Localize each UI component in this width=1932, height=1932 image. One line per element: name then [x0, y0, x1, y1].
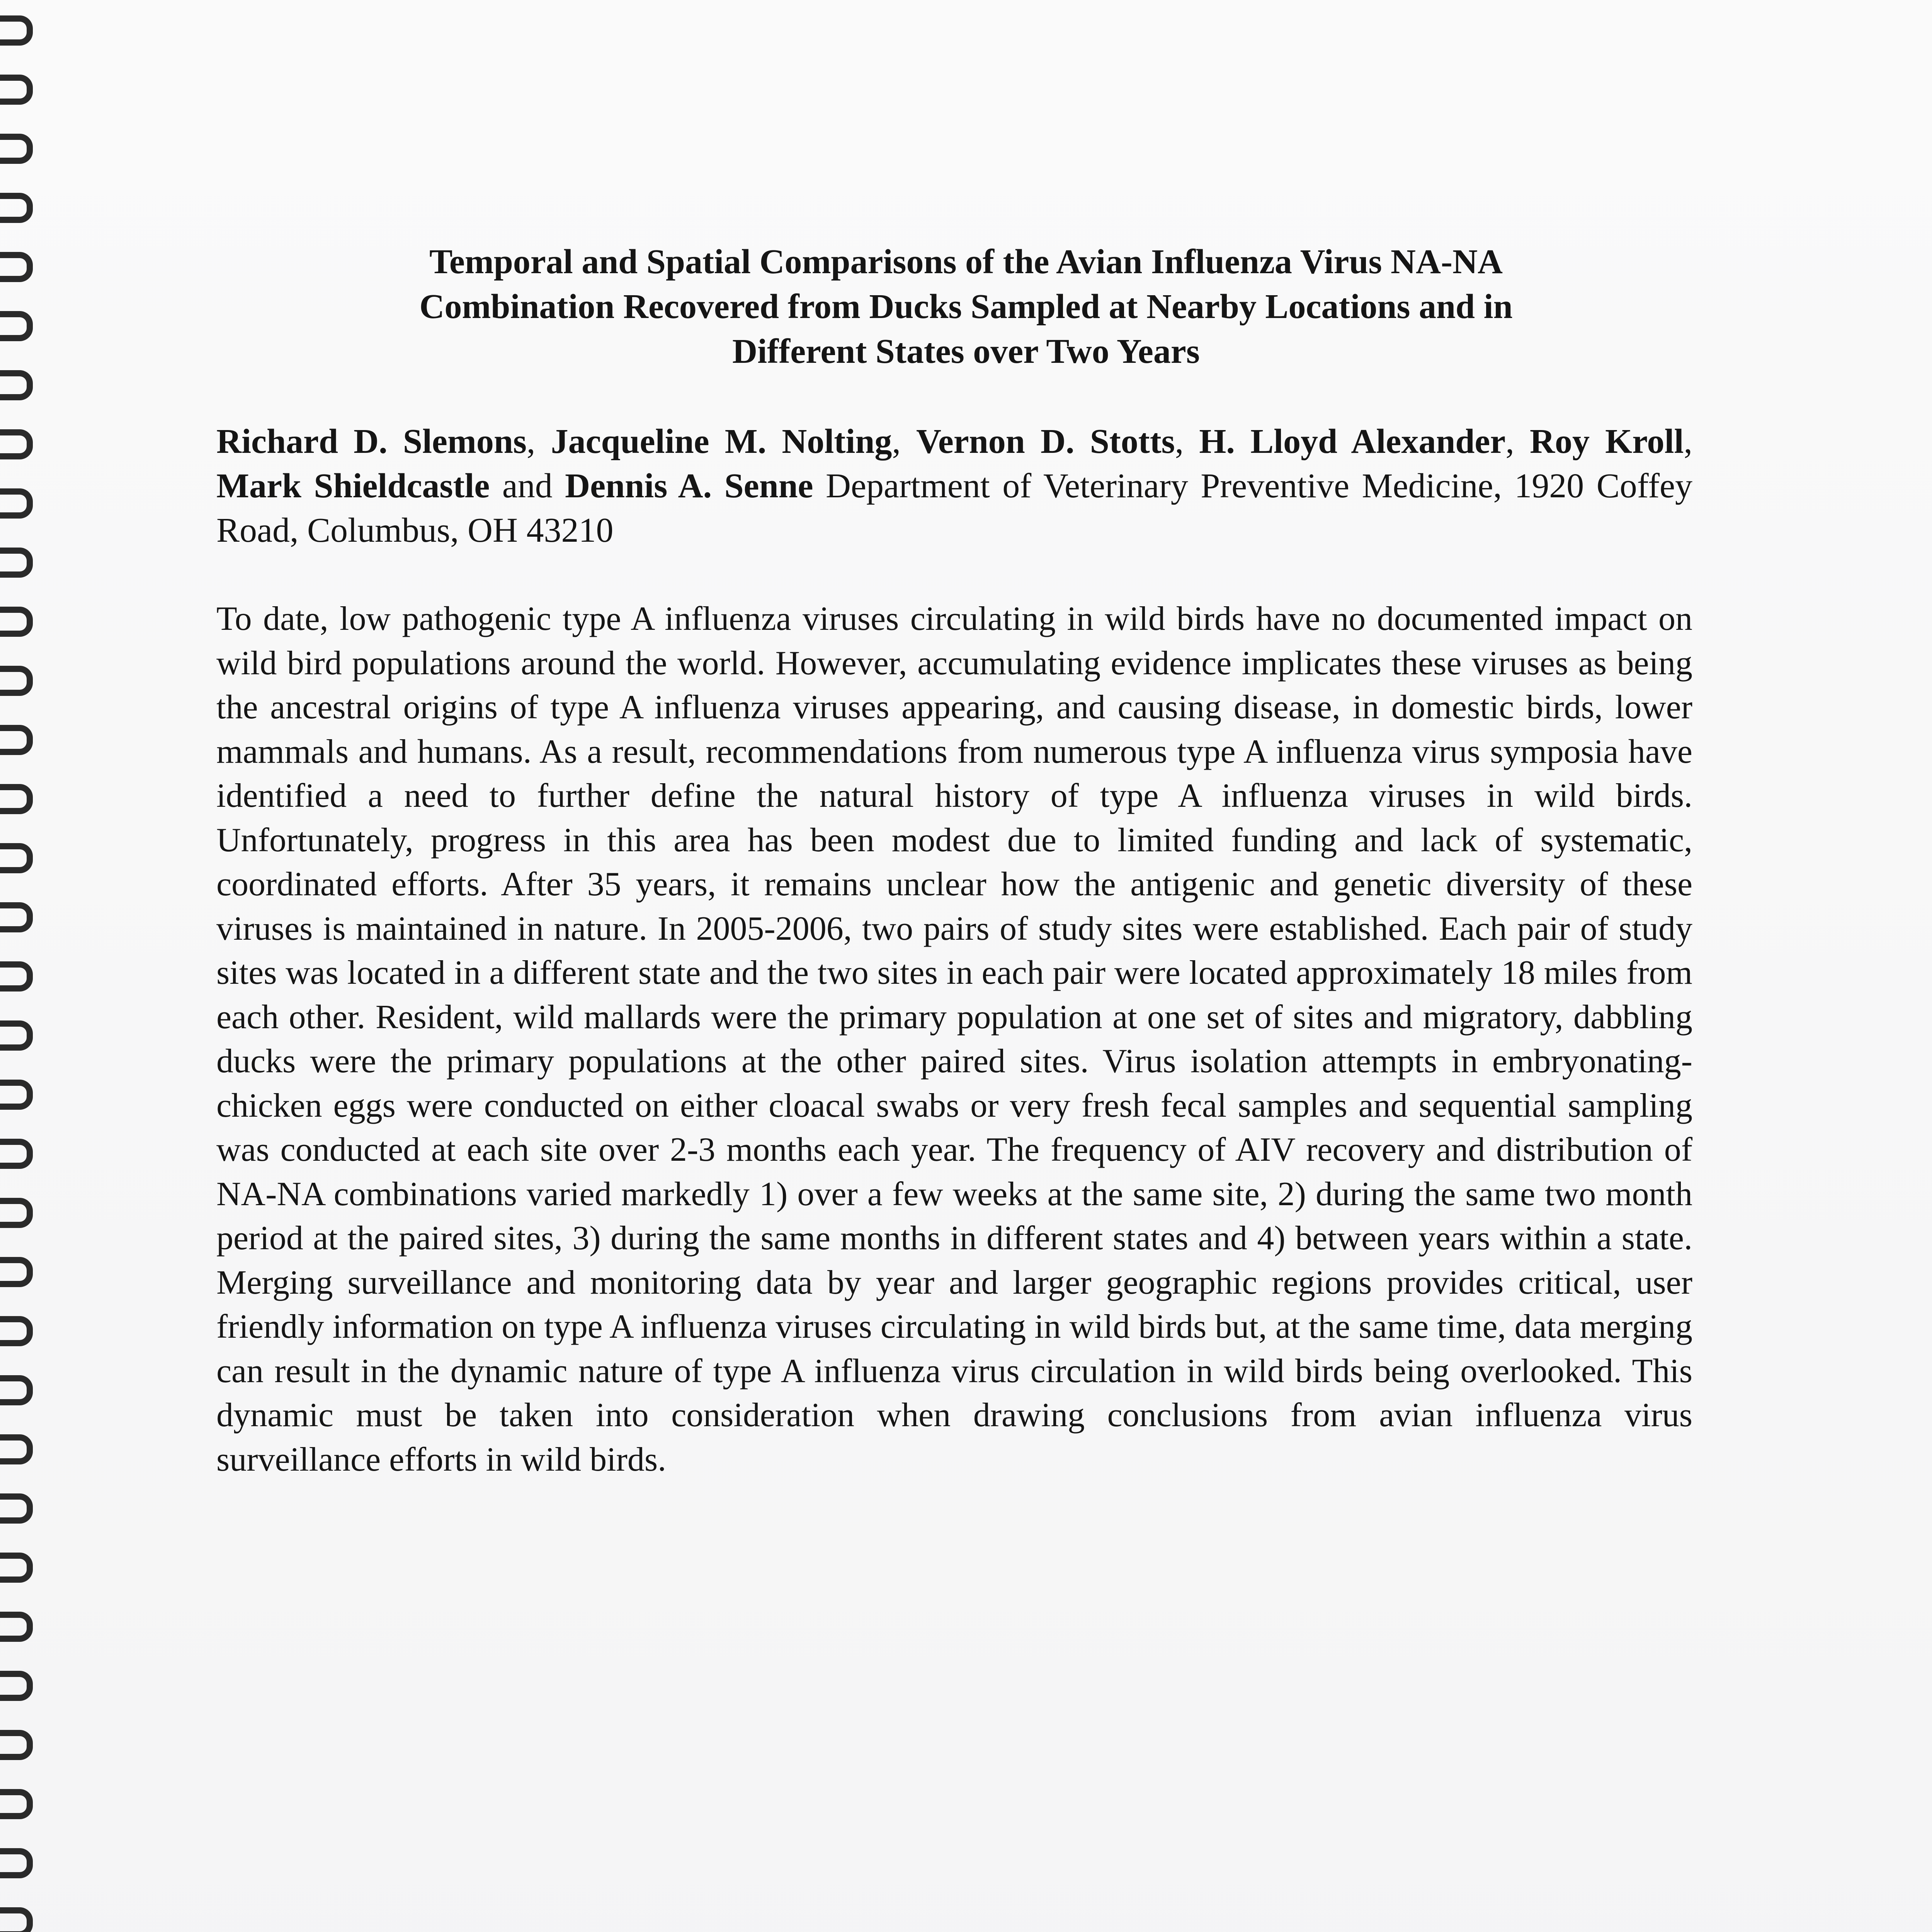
author-separator: , [892, 422, 917, 461]
binding-ring [0, 725, 33, 755]
binding-ring [0, 252, 33, 282]
binding-ring [0, 311, 33, 341]
binding-ring [0, 666, 33, 696]
author-separator: , [1175, 422, 1199, 461]
binding-ring [0, 1020, 33, 1051]
binding-ring [0, 1612, 33, 1642]
binding-ring [0, 548, 33, 578]
author-separator: , [1505, 422, 1530, 461]
author-name: Richard D. Slemons [216, 422, 527, 461]
author-name: Mark Shieldcastle [216, 467, 490, 505]
binding-ring [0, 1493, 33, 1524]
affiliation: Department of Veterinary Preventive Medicine, 1920 Coffey Road, Columbus, OH 43210 [216, 467, 1693, 549]
title-line: Temporal and Spatial Comparisons of the Avian Influenza Virus NA-NA [429, 243, 1503, 281]
author-block [216, 419, 1692, 553]
binding-ring [0, 784, 33, 814]
binding-ring [0, 134, 33, 164]
abstract-paragraph: To date, low pathogenic type A influenza viruses circulating in wild birds have no documented impact on wild bird populations around the world. However, accumulating evidence implicates these viruses as being the ancestral origins of type A influenza viruses appearing, and causing disease, in domestic birds, lower mammals and humans. As a result, recommendations from numerous type A influenza virus symposia have identified a need to further define the natural history of type A influenza viruses in wild birds. Unfortunately, progress in this area has been modest due to limited funding and lack of systematic, coordinated efforts. After 35 years, it remains unclear how the antigenic and genetic diversity of these viruses is maintained in nature. In 2005-2006, two pairs of study sites were established. Each pair of study sites was located in a different state and the two sites in each pair were located approximately 18 miles from each other. Resident, wild mallards were the primary population at one set of sites and migratory, dabbling ducks were the primary populations at the other paired sites. Virus isolation attempts in embryonating-chicken eggs were conducted on either cloacal swabs or very fresh fecal samples and sequential sampling was conducted at each site over 2-3 months each year. The frequency of AIV recovery and distribution of NA-NA combinations varied markedly 1) over a few weeks at the same site, 2) during the same two month period at the paired sites, 3) during the same months in different states and 4) between years within a state. Merging surveillance and monitoring data by year and larger geographic regions provides critical, user friendly information on type A influenza viruses circulating in wild birds but, at the same time, data merging can result in the dynamic nature of type A influenza virus circulation in wild birds being overlooked. This dynamic must be taken into consideration when drawing conclusions from avian influenza virus surveillance efforts in wild birds. [216, 600, 1692, 1478]
document-title [270, 240, 1662, 374]
binding-ring [0, 193, 33, 223]
binding-ring [0, 429, 33, 459]
author-separator: , [526, 422, 551, 461]
author-name: Roy Kroll [1530, 422, 1684, 461]
binding-ring [0, 843, 33, 873]
author-separator: , [1684, 422, 1693, 461]
title-line: Combination Recovered from Ducks Sampled at Nearby Locations and in [419, 287, 1513, 326]
binding-ring [0, 75, 33, 105]
binding-ring [0, 1553, 33, 1583]
binding-ring [0, 1848, 33, 1878]
binding-ring [0, 1198, 33, 1228]
title-line: Different States over Two Years [732, 332, 1200, 371]
binding-ring [0, 1434, 33, 1464]
binding-ring [0, 1789, 33, 1819]
binding-ring [0, 1316, 33, 1346]
author-name: Dennis A. Senne [565, 467, 813, 505]
binding-ring [0, 1671, 33, 1701]
binding-ring [0, 1730, 33, 1760]
binding-ring [0, 488, 33, 519]
binding-ring [0, 961, 33, 992]
author-name: Jacqueline M. Nolting [551, 422, 892, 461]
binding-ring [0, 370, 33, 400]
author-name: Vernon D. Stotts [916, 422, 1175, 461]
author-name: H. Lloyd Alexander [1199, 422, 1506, 461]
binding-ring [0, 1139, 33, 1169]
binding-ring [0, 1375, 33, 1405]
binding-ring [0, 1257, 33, 1287]
binding-ring [0, 607, 33, 637]
binding-ring [0, 902, 33, 932]
author-conjunction: and [490, 467, 565, 505]
binding-ring [0, 1080, 33, 1110]
binding-ring [0, 15, 33, 46]
spiral-binding [0, 0, 50, 1932]
binding-ring [0, 1907, 33, 1932]
